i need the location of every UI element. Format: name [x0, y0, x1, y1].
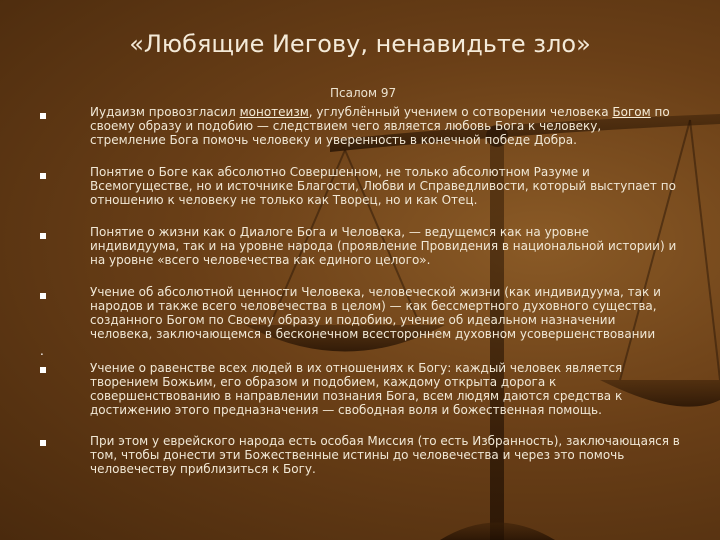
- scales-base: [440, 523, 555, 540]
- bullet-icon: [40, 113, 46, 119]
- stray-dot: .: [40, 344, 44, 358]
- paragraph-5: Учение о равенстве всех людей в их отношениях к Богу: каждый человек является творением Божьим, его образом и подобием, каждому открыта дорога к совершенствованию в направлении познания Бога, всем людям даются средства к достижению этого предназначения — свободная воля и божественная помощь.: [90, 361, 623, 417]
- slide-title: «Любящие Иегову, ненавидьте зло»: [129, 30, 591, 58]
- link-monotheism[interactable]: монотеизм: [239, 105, 309, 119]
- bullet-icon: [40, 173, 46, 179]
- bullet-icon: [40, 440, 46, 446]
- paragraph-6: При этом у еврейского народа есть особая Миссия (то есть Избранность), заключающаяся в том, чтобы донести эти Божественные истины до человечества и через это помочь человечеству приблизиться к Богу.: [90, 434, 680, 476]
- paragraph-4: Учение об абсолютной ценности Человека, человеческой жизни (как индивидуума, так и народов и также всего человечества в целом) — как бессмертного духовного существа, созданного Богом по Своему образу и подобию, учение об идеальном назначении человека, заключающемся в бесконечном всестороннем духовном усовершенствовании: [90, 285, 661, 341]
- bullet-icon: [40, 293, 46, 299]
- link-god[interactable]: Богом: [612, 105, 651, 119]
- bullet-icon: [40, 233, 46, 239]
- paragraph-2: Понятие о Боге как абсолютно Совершенном, не только абсолютном Разуме и Всемогуществе, но и источнике Благости, Любви и Справедливости, который выступает по отношению к человеку не только как Творец, но и как Отец.: [90, 165, 676, 207]
- bullet-icon: [40, 367, 46, 373]
- psalm-reference: Псалом 97: [330, 86, 397, 100]
- paragraph-1: Иудаизм провозгласил монотеизм, углублённый учением о сотворении человека Богом по своему образу и подобию — следствием чего является любовь Бога к человеку, стремление Бога помочь человеку и уверенность в конечной победе Добра.: [90, 105, 670, 147]
- paragraph-3: Понятие о жизни как о Диалоге Бога и Человека, — ведущемся как на уровне индивидуума, так и на уровне народа (проявление Провидения в национальной истории) и на уровне «всего человечества как единого целого».: [90, 225, 677, 267]
